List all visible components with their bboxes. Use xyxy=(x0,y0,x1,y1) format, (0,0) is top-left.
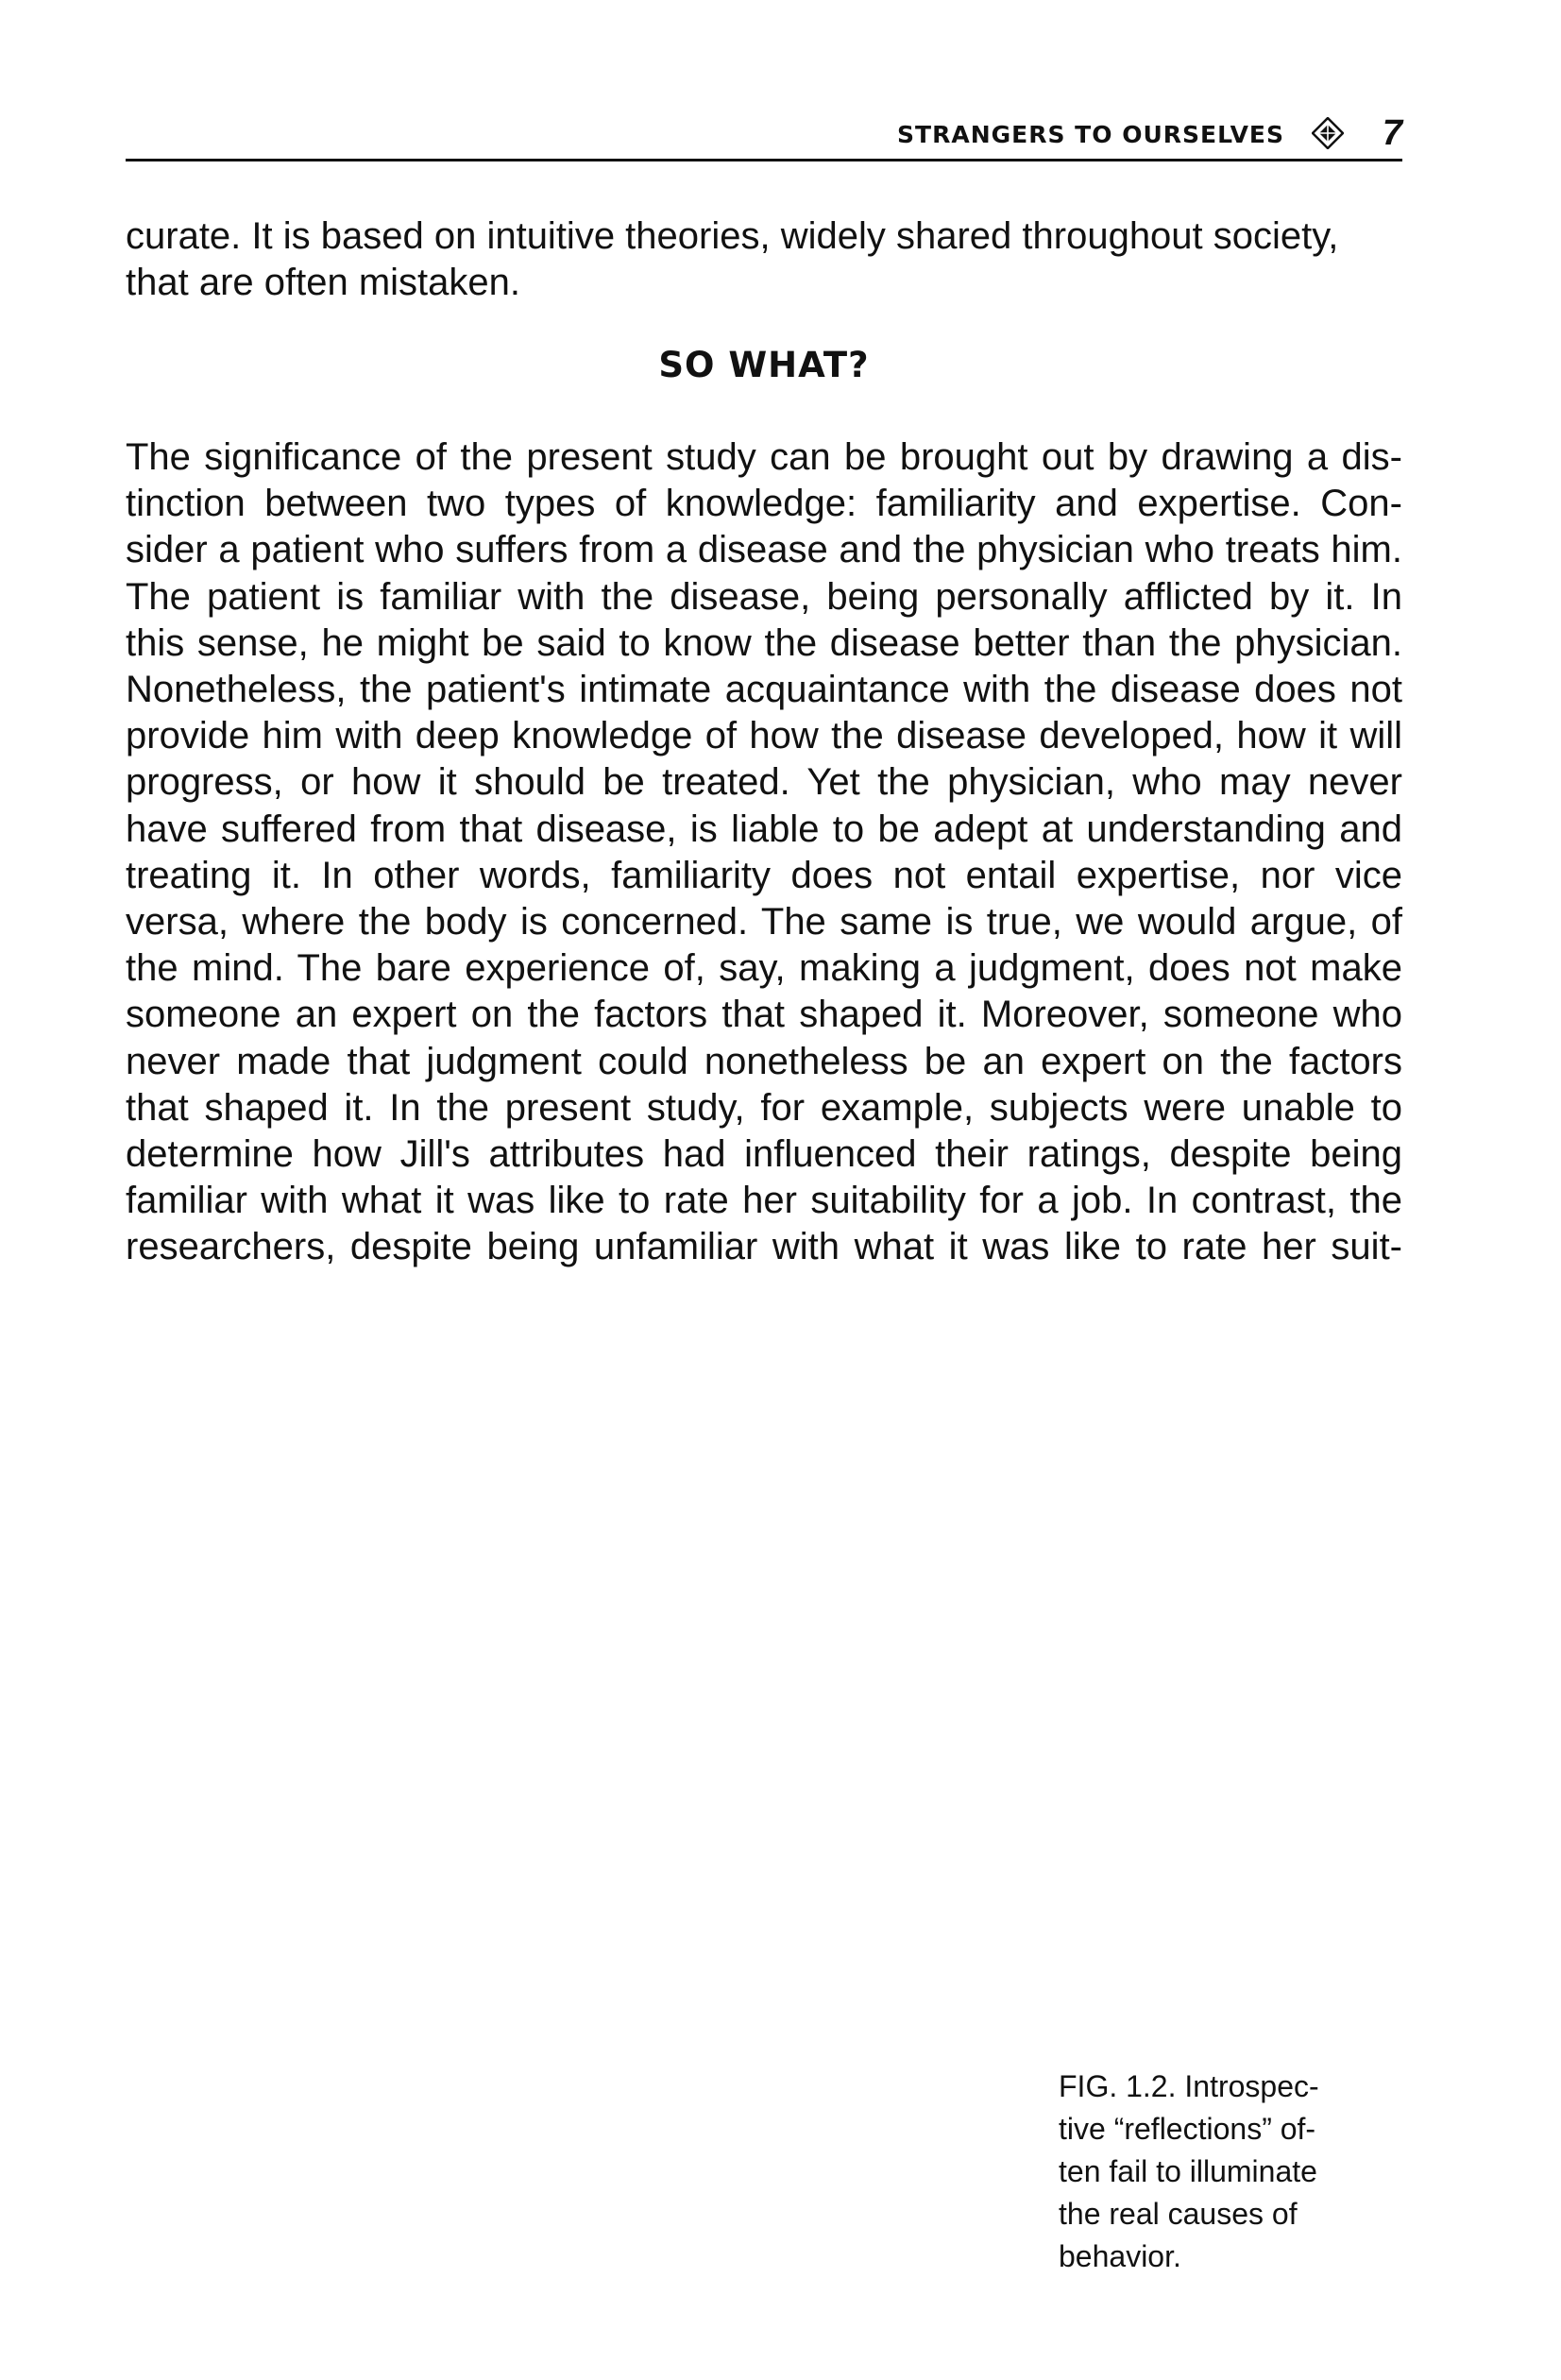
running-head-title: STRANGERS TO OURSELVES xyxy=(897,121,1284,148)
section-body-paragraph xyxy=(126,434,1402,1271)
caption-line: the real causes of xyxy=(1059,2197,1298,2231)
continued-paragraph xyxy=(126,213,1402,306)
text-line: someone an expert on the factors that shaped it. Moreover, someone who xyxy=(126,994,1402,1036)
text-line: the mind. The bare experience of, say, making a judgment, does not make xyxy=(126,947,1402,990)
text-line: curate. It is based on intuitive theories, widely shared throughout society, xyxy=(126,215,1339,257)
text-line: that are often mistaken. xyxy=(126,262,521,303)
text-line: familiar with what it was like to rate her suitability for a job. In contrast, the xyxy=(126,1180,1402,1222)
text-line: that shaped it. In the present study, for example, subjects were unable to xyxy=(126,1086,1402,1129)
text-line: never made that judgment could nonetheless be an expert on the factors xyxy=(126,1040,1402,1082)
text-line: The significance of the present study can be brought out by drawing a dis- xyxy=(126,436,1402,478)
caption-line: ten fail to illuminate xyxy=(1059,2154,1317,2188)
text-line: provide him with deep knowledge of how the disease developed, how it will xyxy=(126,715,1402,757)
caption-line: tive “reflections” of- xyxy=(1059,2112,1316,2146)
page-number: 7 xyxy=(1382,113,1402,153)
running-head xyxy=(126,113,1402,162)
text-line: have suffered from that disease, is liable to be adept at understanding and xyxy=(126,808,1402,850)
text-line: The patient is familiar with the disease, being personally afflicted by it. In xyxy=(126,575,1402,618)
figure-caption xyxy=(1059,2066,1399,2278)
caption-line: FIG. 1.2. Introspec- xyxy=(1059,2069,1319,2103)
text-line: Nonetheless, the patient's intimate acquaintance with the disease does not xyxy=(126,669,1402,711)
text-line: versa, where the body is concerned. The same is true, we would argue, of xyxy=(126,901,1402,944)
text-line: this sense, he might be said to know the disease better than the physician. xyxy=(126,621,1402,664)
text-line: researchers, despite being unfamiliar with what it was like to rate her suit- xyxy=(126,1226,1402,1268)
text-line: sider a patient who suffers from a disease and the physician who treats him. xyxy=(126,529,1402,571)
caption-line: behavior. xyxy=(1059,2239,1181,2273)
text-line: progress, or how it should be treated. Yet the physician, who may never xyxy=(126,761,1402,804)
text-line: tinction between two types of knowledge: familiarity and expertise. Con- xyxy=(126,483,1402,525)
diamond-ornament-icon xyxy=(1312,117,1344,149)
text-line: determine how Jill's attributes had influenced their ratings, despite being xyxy=(126,1133,1402,1176)
text-line: treating it. In other words, familiarity does not entail expertise, nor vice xyxy=(126,854,1402,896)
section-heading: SO WHAT? xyxy=(658,345,870,385)
